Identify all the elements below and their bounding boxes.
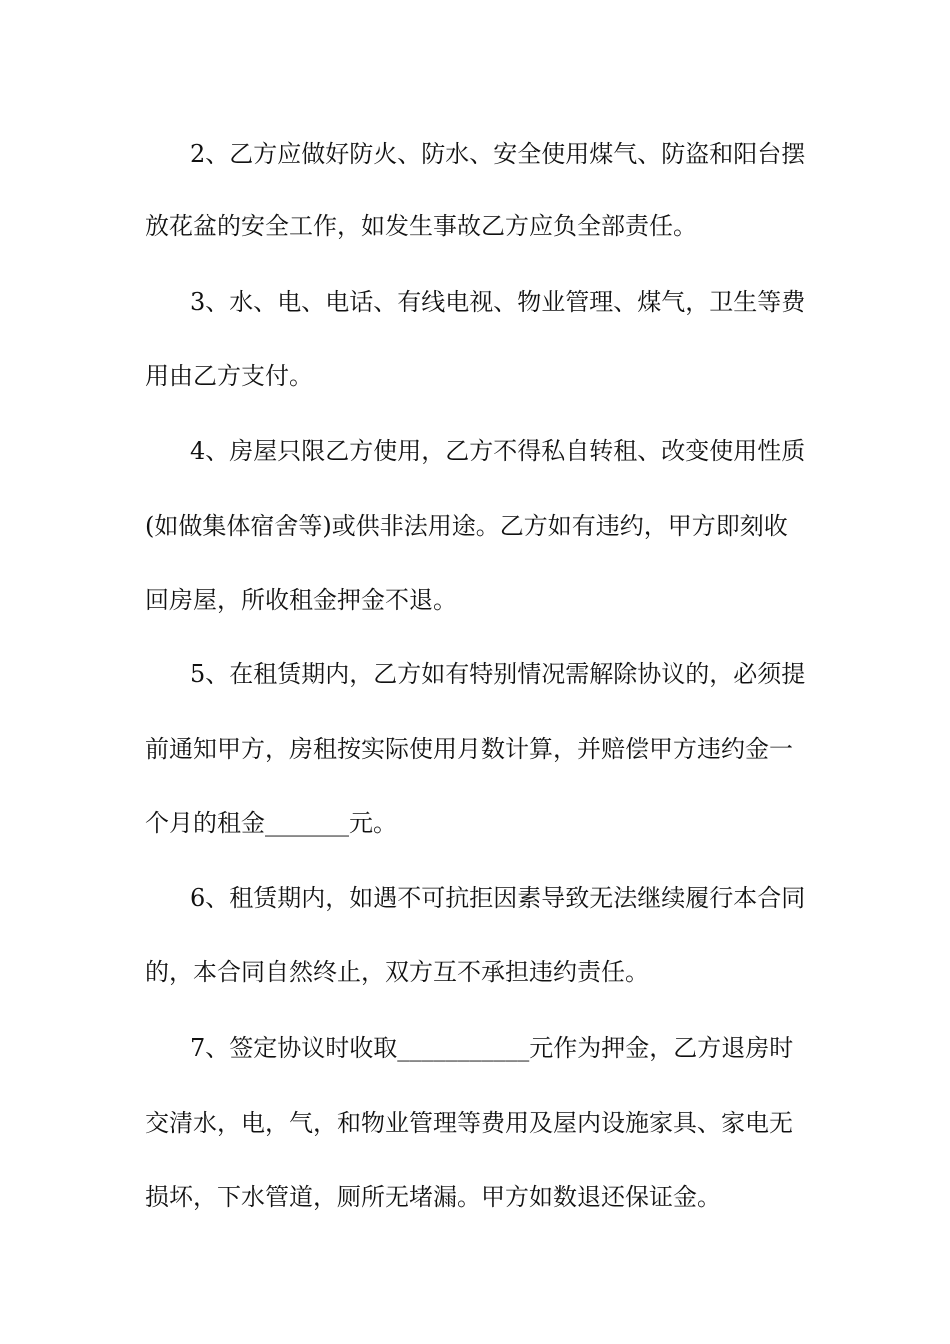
clause-5-line-1: 5、在租赁期内，乙方如有特别情况需解除协议的，必须提: [190, 660, 806, 688]
clause-7-line-1: 7、签定协议时收取___________元作为押金，乙方退房时: [190, 1034, 794, 1062]
clause-3-line-2: 用由乙方支付。: [145, 362, 313, 390]
clause-5-line-2: 前通知甲方，房租按实际使用月数计算，并赔偿甲方违约金一: [145, 735, 793, 763]
clause-3-line-1: 3、水、电、电话、有线电视、物业管理、煤气，卫生等费: [190, 288, 806, 316]
clause-4-line-2: (如做集体宿舍等)或供非法用途。乙方如有违约，甲方即刻收: [145, 512, 788, 540]
clause-5-line-3: 个月的租金_______元。: [145, 809, 397, 837]
clause-7-line-2: 交清水，电，气，和物业管理等费用及屋内设施家具、家电无: [145, 1109, 793, 1137]
clause-4-line-1: 4、房屋只限乙方使用，乙方不得私自转租、改变使用性质: [190, 437, 806, 465]
clause-2-line-2: 放花盆的安全工作，如发生事故乙方应负全部责任。: [145, 212, 697, 240]
clause-6-line-1: 6、租赁期内，如遇不可抗拒因素导致无法继续履行本合同: [190, 884, 806, 912]
clause-7-line-3: 损坏，下水管道，厕所无堵漏。甲方如数退还保证金。: [145, 1183, 721, 1211]
clause-4-line-3: 回房屋，所收租金押金不退。: [145, 586, 457, 614]
clause-2-line-1: 2、乙方应做好防火、防水、安全使用煤气、防盗和阳台摆: [190, 140, 806, 168]
clause-6-line-2: 的，本合同自然终止，双方互不承担违约责任。: [145, 958, 649, 986]
